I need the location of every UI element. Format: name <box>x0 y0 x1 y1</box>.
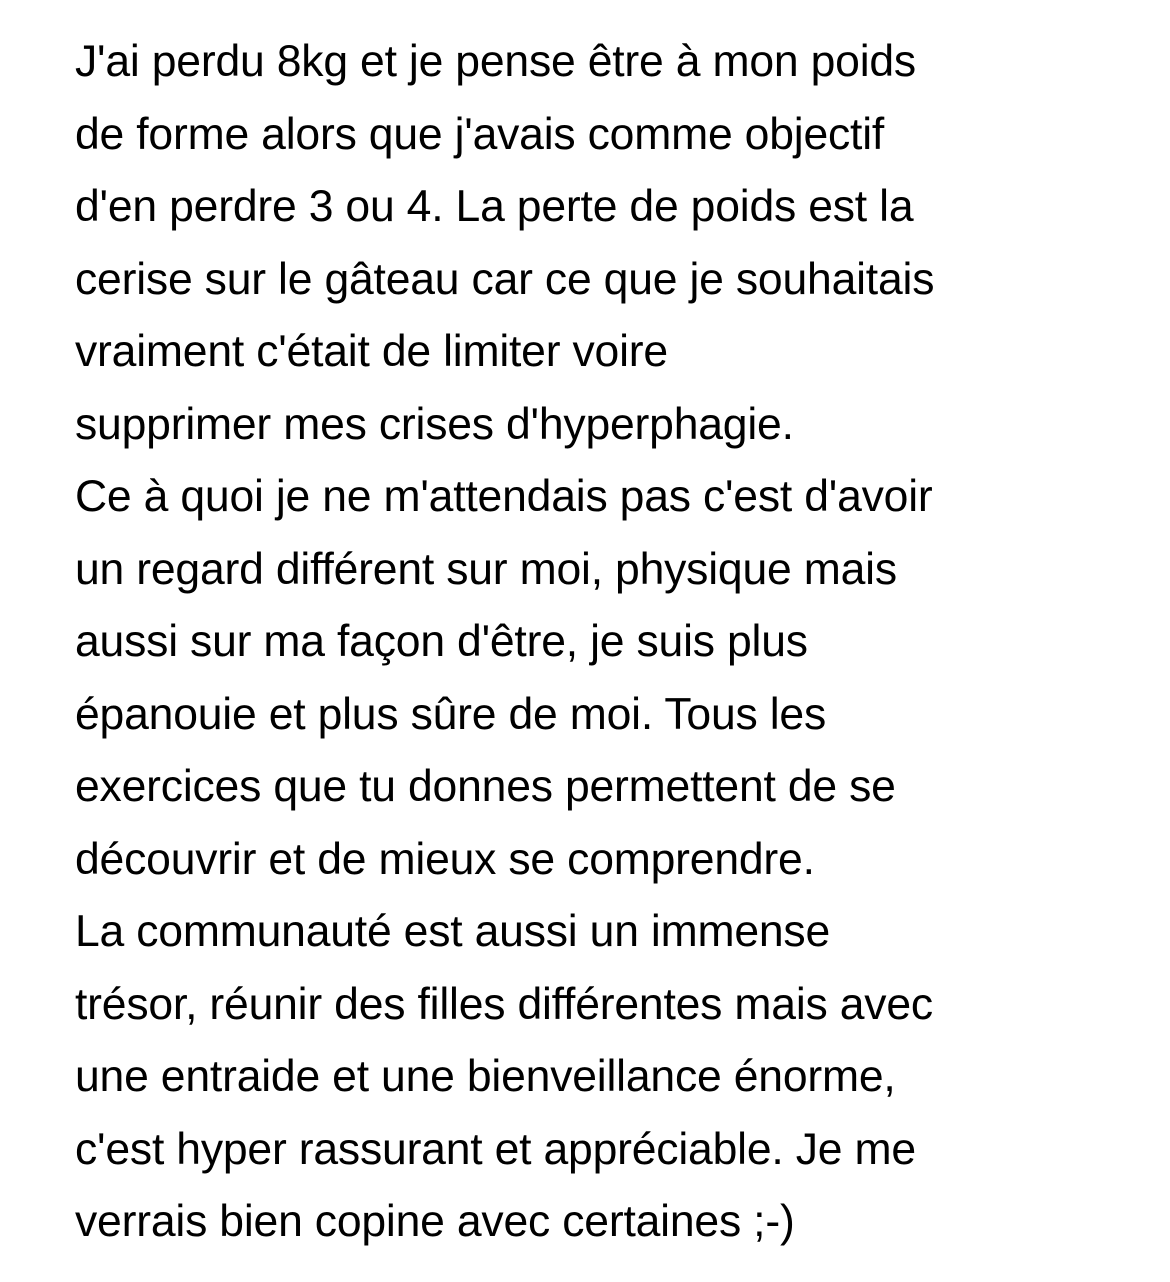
text-line: La communauté est aussi un immense <box>75 907 831 956</box>
text-line: vraiment c'était de limiter voire <box>75 327 668 376</box>
text-line: un regard différent sur moi, physique mais <box>75 544 897 594</box>
text-line: verrais bien copine avec certaines ;-) <box>75 1197 795 1246</box>
text-line: trésor, réunir des filles différentes mais avec <box>75 979 933 1029</box>
text-line: c'est hyper rassurant et appréciable. Je me <box>75 1124 916 1174</box>
text-line: cerise sur le gâteau car ce que je souhaitais <box>75 254 935 304</box>
text-line: de forme alors que j'avais comme objectif <box>75 109 885 159</box>
text-line: exercices que tu donnes permettent de se <box>75 762 896 811</box>
text-line: une entraide et une bienveillance énorme, <box>75 1052 896 1101</box>
text-line: J'ai perdu 8kg et je pense être à mon poids <box>75 37 916 86</box>
text-line: aussi sur ma façon d'être, je suis plus <box>75 617 808 666</box>
message-text <box>75 26 1135 1259</box>
text-line: épanouie et plus sûre de moi. Tous les <box>75 689 827 739</box>
text-line: supprimer mes crises d'hyperphagie. <box>75 399 794 449</box>
text-line: découvrir et de mieux se comprendre. <box>75 834 815 884</box>
text-line: d'en perdre 3 ou 4. La perte de poids est la <box>75 182 914 231</box>
text-line: Ce à quoi je ne m'attendais pas c'est d'avoir <box>75 472 933 521</box>
